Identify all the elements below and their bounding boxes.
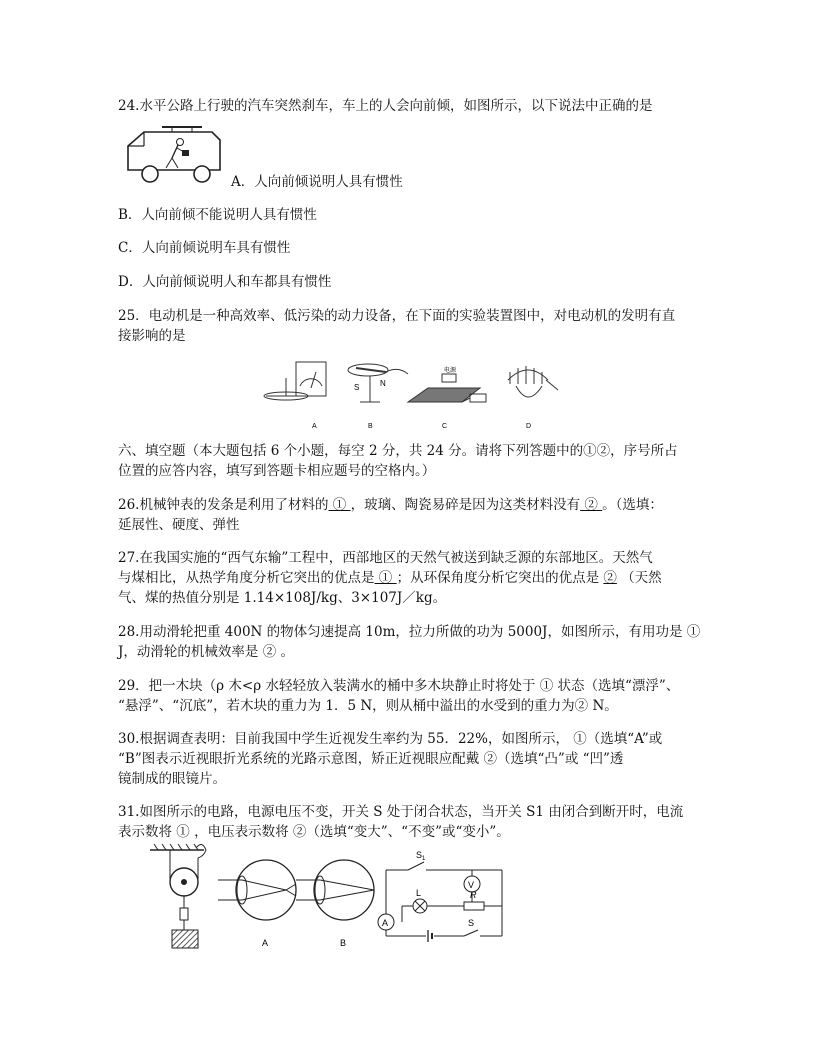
- fig-text-power: 电源: [444, 368, 457, 374]
- eye-label-b: B: [340, 938, 347, 948]
- q27-line2: 与煤相比，从热学角度分析它突出的优点是 ① ；从环保角度分析它突出的优点是 ② （天然: [118, 570, 662, 586]
- q24-option-d: D．人向前倾说明人和车都具有惯性: [118, 274, 332, 290]
- q30-line2: “B”图表示近视眼折光系统的光路示意图，矫正近视眼应配戴 ②（选填“凸”或 “凹”透: [118, 751, 624, 767]
- q26-blank1: ①: [328, 497, 351, 513]
- figure-c-rails: [408, 366, 486, 430]
- fig-label-c: C: [442, 423, 448, 430]
- fig-label-d: D: [526, 423, 532, 430]
- fig-text-s: S: [354, 383, 360, 392]
- q27-blank2: ②: [603, 570, 617, 586]
- q26-blank2: ②: [580, 497, 603, 513]
- car-braking-figure: [122, 124, 226, 186]
- lamp-label: L: [416, 888, 422, 898]
- q29-line2: “悬浮”、“沉底”，若木块的重力为 1．5 N，则从桶中溢出的水受到的重力为② N。: [118, 698, 618, 714]
- ammeter-label: A: [382, 918, 389, 928]
- q29-line1: 29．把一木块（ρ 木<ρ 水轻轻放入装满水的桶中多木块静止时将处于 ① 状态（选填“漂浮”、: [118, 678, 680, 694]
- q30-line1: 30.根据调查表明：目前我国中学生近视发生率约为 55．22%，如图所示， ①（选填“A”或: [118, 731, 663, 747]
- q26-line2: 延展性、硬度、弹性: [118, 517, 240, 533]
- q27-line3: 气、煤的热值分别是 1.14×108J/kg、3×107J／kg。: [118, 590, 447, 606]
- q24-option-a: A．人向前倾说明人具有惯性: [231, 174, 403, 190]
- bottom-figures: [146, 842, 508, 954]
- section6-line2: 位置的应答内容，填写到答题卡相应题号的空格内。）: [118, 463, 436, 479]
- q31-line2: 表示数将 ① ，电压表示数将 ②（选填“变大”、“不变”或“变小”。: [118, 824, 510, 840]
- switch-s-label: S: [468, 918, 475, 928]
- movable-pulley-figure: [150, 844, 206, 948]
- q24-option-c: C．人向前倾说明车具有惯性: [118, 240, 291, 256]
- q27-blank1: ①: [374, 570, 397, 586]
- q28-line2: J，动滑轮的机械效率是 ② 。: [118, 644, 294, 660]
- q31-line1: 31.如图所示的电路，电源电压不变，开关 S 处于闭合状态，当开关 S1 由闭合到断开时，电流: [118, 804, 684, 820]
- eye-b-figure: [296, 860, 374, 948]
- fig-label-a: A: [312, 423, 317, 430]
- fig-text-n: N: [380, 379, 386, 388]
- q25-stem-line1: 25．电动机是一种高效率、低污染的动力设备，在下面的实验装置图中，对电动机的发明有直: [118, 308, 676, 324]
- eye-a-figure: [218, 860, 296, 948]
- circuit-figure: [378, 850, 502, 942]
- figure-b-magnet: [348, 364, 408, 430]
- q24-option-b: B．人向前倾不能说明人具有惯性: [118, 207, 317, 223]
- switch-s1-label: $S_1$: [416, 850, 426, 862]
- eye-label-a: A: [262, 938, 269, 948]
- figure-d-coil: [508, 366, 558, 430]
- q28-line1: 28.用动滑轮把重 400N 的物体匀速提高 10m，拉力所做的功为 5000J，如图所示，有用功是 ①: [118, 624, 701, 640]
- voltmeter-label: V: [468, 880, 475, 890]
- q24-stem: 24.水平公路上行驶的汽车突然刹车，车上的人会向前倾，如图所示，以下说法中正确的是: [118, 98, 653, 114]
- q27-line1: 27.在我国实施的“西气东输”工程中，西部地区的天然气被送到缺乏源的东部地区。天然气: [118, 550, 653, 566]
- fig-label-b: B: [368, 423, 373, 430]
- q30-line3: 镜制成的眼镜片。: [118, 771, 226, 787]
- experiment-apparatus-figure: [258, 356, 562, 432]
- figure-a-galvanometer: [264, 362, 326, 430]
- resistor-label: R: [470, 890, 477, 900]
- section6-line1: 六、填空题（本大题包括 6 个小题，每空 2 分，共 24 分。请将下列答题中的①②，序号所占: [118, 443, 678, 459]
- q25-stem-line2: 接影响的是: [118, 328, 186, 344]
- q26-line1: 26.机械钟表的发条是利用了材料的 ① ，玻璃、陶瓷易碎是因为这类材料没有 ② 。（选填：: [118, 497, 663, 513]
